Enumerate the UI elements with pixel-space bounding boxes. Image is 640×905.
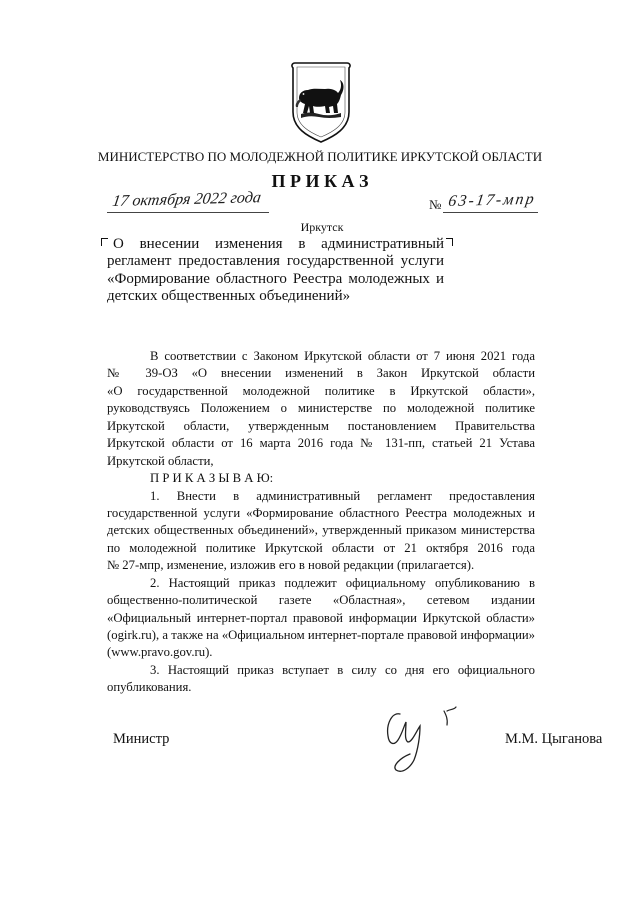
body-line: Иркутской области от 16 марта 2016 года № 131-пп, статьей 21 Устава — [107, 436, 535, 451]
body-line: № 39-ОЗ «О внесении изменений в Закон Иркутской области — [107, 366, 535, 381]
body-line: 1. Внести в административный регламент предоставления — [150, 488, 535, 503]
signatory-name: М.М. Цыганова — [505, 731, 603, 747]
body-line: руководствуясь Положением о министерстве по молодежной политике — [107, 401, 535, 416]
paragraph-order-word — [107, 470, 535, 487]
number-underline — [443, 212, 538, 213]
body-line: общественно-политической газете «Областная», сетевом издании — [107, 593, 535, 608]
document-body — [107, 348, 535, 697]
body-line: опубликования. — [107, 680, 192, 695]
body-line: Иркутской области, утвержденным постановлением Правительства — [107, 418, 535, 433]
body-line: № 27-мпр, изменение, изложив его в новой редакции (прилагается). — [107, 558, 475, 573]
paragraph-item-2 — [107, 575, 535, 662]
body-line: 2. Настоящий приказ подлежит официальному опубликованию в — [150, 575, 535, 590]
body-line: 3. Настоящий приказ вступает в силу со дня его официального — [150, 662, 535, 677]
signatory-position: Министр — [113, 731, 170, 747]
handwritten-document-number: 63-17-мпр — [447, 190, 537, 211]
title-line: детских общественных объединений» — [107, 288, 351, 305]
title-line: О внесении изменения в административный — [113, 236, 444, 252]
body-line: Иркутской области, — [107, 453, 214, 468]
paragraph-preamble — [107, 348, 535, 470]
handwritten-date: 17 октября 2022 года — [111, 189, 263, 211]
title-line: «Формирование областного Реестра молодежных и — [107, 270, 444, 287]
body-line: (www.pravo.gov.ru). — [107, 645, 213, 660]
title-line: регламент предоставления государственной услуги — [107, 253, 444, 270]
handwritten-signature — [380, 704, 462, 776]
body-line: П Р И К А З Ы В А Ю: — [150, 471, 274, 486]
paragraph-item-3 — [107, 662, 535, 697]
coat-of-arms-icon — [289, 60, 353, 144]
date-underline — [107, 212, 269, 213]
body-line: государственной услуги «Формирование областного Реестра молодежных и — [107, 505, 535, 520]
body-line: «Официальный интернет-портал правовой информации Иркутской области» — [107, 610, 535, 625]
ministry-name: МИНИСТЕРСТВО ПО МОЛОДЕЖНОЙ ПОЛИТИКЕ ИРКУТСКОЙ ОБЛАСТИ — [97, 149, 543, 164]
city-name: Иркутск — [300, 220, 344, 234]
body-line: (ogirk.ru), а также на «Официальном интернет-портале правовой информации» — [107, 628, 535, 642]
document-type: П Р И К А З — [271, 171, 369, 191]
body-line: детских общественных объединений», утвержденный приказом министерства — [107, 523, 535, 538]
body-line: «О государственной молодежной политике в Иркутской области», — [107, 383, 535, 398]
body-line: по молодежной политике Иркутской области от 21 октября 2016 года — [107, 540, 535, 555]
document-title — [107, 236, 444, 306]
body-line: В соответствии с Законом Иркутской области от 7 июня 2021 года — [150, 349, 535, 363]
number-label: № — [429, 197, 442, 212]
title-bracket-right — [446, 238, 453, 246]
paragraph-item-1 — [107, 488, 535, 575]
